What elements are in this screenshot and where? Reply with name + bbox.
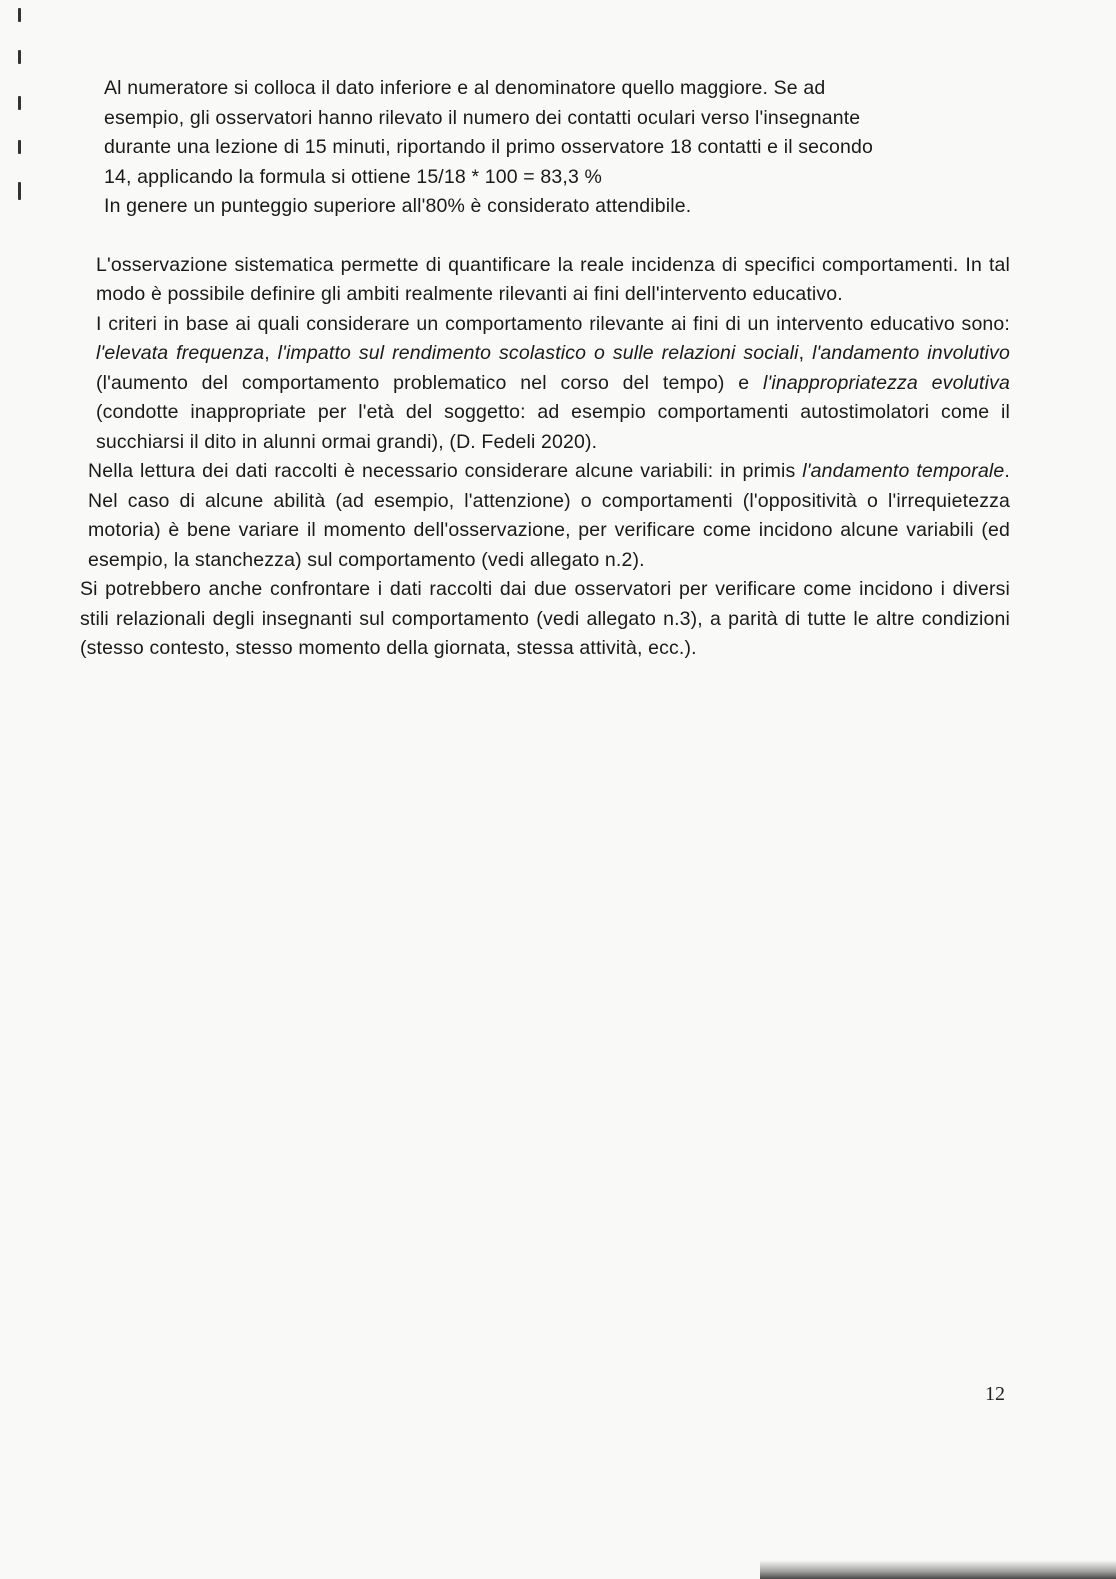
binding-mark	[18, 8, 21, 22]
binding-mark	[18, 140, 21, 154]
separator: ,	[264, 342, 278, 364]
paragraph-reliability-threshold: In genere un punteggio superiore all'80% è considerato attendibile.	[104, 195, 692, 217]
text-line: durante una lezione di 15 minuti, riportando il primo osservatore 18 contatti e il secondo	[104, 136, 874, 158]
binding-mark	[18, 182, 21, 200]
criteria-intro: I criteri in base ai quali considerare un comportamento rilevante ai fini di un intervento educativo sono:	[96, 312, 1010, 335]
body-text	[80, 74, 1010, 664]
criterion-involutive-detail: (l'aumento del comportamento problematico nel corso del tempo) e	[96, 371, 763, 394]
criterion-evolutive-detail: (condotte inappropriate per l'età del soggetto: ad esempio comportamenti autostimolatori come il succhiarsi il dito in alunni ormai grandi), (D. Fedeli 2020).	[96, 401, 1010, 453]
text-line: esempio, gli osservatori hanno rilevato il numero dei contatti oculari verso l'insegnante	[104, 106, 861, 129]
paragraph-relevance-criteria	[80, 310, 1010, 458]
separator: ,	[798, 342, 813, 364]
criterion-evolutive-inappropriateness: l'inappropriatezza evolutiva	[763, 371, 1010, 394]
page-number: 12	[985, 1383, 1005, 1405]
scan-edge-shadow	[760, 1560, 1116, 1579]
temporal-trend-emphasis: l'andamento temporale	[802, 460, 1005, 482]
text-line: Al numeratore si colloca il dato inferiore e al denominatore quello maggiore. Se ad	[104, 77, 826, 99]
data-reading-intro: Nella lettura dei dati raccolti è necessario considerare alcune variabili: in primis	[88, 460, 803, 482]
data-reading-rest: . Nel caso di alcune abilità (ad esempio, l'attenzione) o comportamenti (l'oppositività o l'irrequietezza motoria) è bene variare il momento dell'osservazione, per verificare come incidono alcune variabili (ed esempio, la stanchezza) sul comportamento (vedi allegato n.2).	[88, 460, 1010, 571]
paragraph-systematic-observation: L'osservazione sistematica permette di quantificare la reale incidenza di specifici comportamenti. In tal modo è possibile definire gli ambiti realmente rilevanti ai fini dell'intervento educativo.	[96, 253, 1010, 305]
paragraph-observer-comparison: Si potrebbero anche confrontare i dati raccolti dai due osservatori per verificare come incidono i diversi stili relazionali degli insegnanti sul comportamento (vedi allegato n.3), a parità di tutte le altre condizioni (stesso contesto, stesso momento della giornata, stessa attività, ecc.).	[80, 578, 1010, 659]
binding-mark	[18, 50, 21, 64]
criterion-impact: l'impatto sul rendimento scolastico o sulle relazioni sociali	[277, 342, 799, 364]
criterion-frequency: l'elevata frequenza	[96, 342, 265, 364]
binding-mark	[18, 96, 21, 110]
text-line: 14, applicando la formula si ottiene 15/18 * 100 = 83,3 %	[104, 165, 603, 188]
criterion-involutive-trend: l'andamento involutivo	[812, 342, 1011, 364]
paragraph-data-reading	[80, 457, 1010, 575]
binding-marks	[16, 0, 28, 260]
paragraph-formula-explanation	[80, 74, 1010, 192]
